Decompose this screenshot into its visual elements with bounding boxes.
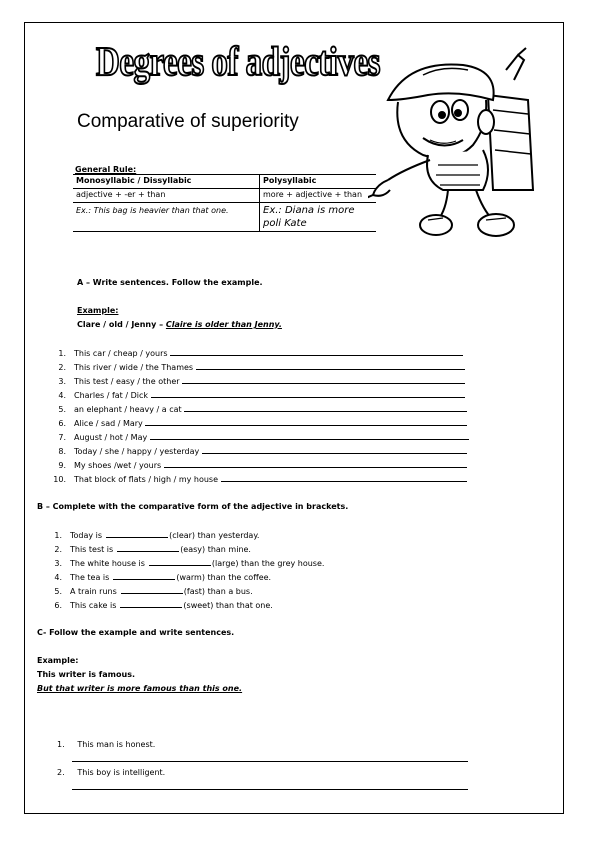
section-a-item-num: 5. (58, 405, 66, 414)
section-c-item-2-text: This boy is intelligent. (77, 768, 166, 777)
section-a-example (77, 320, 282, 329)
rule-col2-header: Polysyllabic (260, 175, 377, 189)
section-a-item-text: My shoes /wet / yours (74, 461, 162, 470)
section-a-example-answer: Claire is older than Jenny. (165, 320, 282, 329)
section-a-item-num: 6. (58, 419, 66, 428)
section-b-item (40, 543, 324, 557)
section-c-answer-line-1[interactable] (72, 761, 468, 762)
rule-col2-rule: more + adjective + than (260, 189, 377, 203)
section-b-item (40, 571, 324, 585)
section-c-answer-line-2[interactable] (72, 789, 468, 790)
section-b-blank[interactable] (121, 585, 183, 594)
section-b-item (40, 529, 324, 543)
section-a-answer-line[interactable] (221, 473, 467, 482)
section-a-item-num: 9. (58, 461, 66, 470)
section-a-item (44, 459, 469, 473)
section-c-item-1-text: This man is honest. (77, 740, 156, 749)
section-a-instruction: A – Write sentences. Follow the example. (77, 278, 263, 287)
section-b-item-after: (large) than the grey house. (211, 559, 325, 568)
section-a-item-num: 1. (58, 349, 66, 358)
section-b-item-before: The white house is (70, 559, 145, 568)
section-c-example-line1: This writer is famous. (37, 670, 135, 679)
section-b-item-before: The tea is (70, 573, 110, 582)
section-a-item-num: 7. (58, 433, 66, 442)
rule-table-header-row (73, 175, 376, 189)
section-a-list (44, 347, 469, 487)
section-b-item-num: 3. (54, 559, 62, 568)
section-a-answer-line[interactable] (151, 389, 465, 398)
rule-col1-rule: adjective + -er + than (73, 189, 260, 203)
section-a-answer-line[interactable] (150, 431, 469, 440)
section-b-item-after: (sweet) than that one. (183, 601, 273, 610)
section-b-item-num: 1. (54, 531, 62, 540)
rule-table-rule-row (73, 189, 376, 203)
section-a-item-text: August / hot / May (74, 433, 148, 442)
cartoon-boy-illustration (368, 40, 558, 240)
section-a-item (44, 347, 469, 361)
section-a-answer-line[interactable] (202, 445, 467, 454)
section-a-item (44, 389, 469, 403)
rule-col1-header: Monosyllabic / Dissyllabic (73, 175, 260, 189)
section-b-item (40, 557, 324, 571)
section-b-item-after: (easy) than mine. (180, 545, 251, 554)
section-b-item-num: 4. (54, 573, 62, 582)
section-b-list (40, 529, 324, 613)
section-b-blank[interactable] (106, 529, 168, 538)
section-a-item (44, 445, 469, 459)
section-a-item-num: 3. (58, 377, 66, 386)
general-rule-label: General Rule: (75, 165, 137, 174)
section-a-item-text: This car / cheap / yours (74, 349, 168, 358)
section-a-item-text: an elephant / heavy / a cat (74, 405, 182, 414)
section-c-example-line2: But that writer is more famous than this one. (37, 684, 243, 693)
section-c-item-2 (57, 768, 165, 777)
section-b-blank[interactable] (149, 557, 211, 566)
section-b-item-before: A train runs (70, 587, 117, 596)
section-c-item-1-num: 1. (57, 740, 65, 749)
section-b-blank[interactable] (120, 599, 182, 608)
section-a-answer-line[interactable] (196, 361, 465, 370)
section-a-item-num: 2. (58, 363, 66, 372)
section-a-item (44, 375, 469, 389)
section-c-example-label: Example: (37, 656, 79, 665)
section-b-item-num: 5. (54, 587, 62, 596)
section-a-item (44, 431, 469, 445)
rule-col1-example: Ex.: This bag is heavier than that one. (73, 203, 260, 232)
section-a-example-prompt: Clare / old / Jenny – (77, 320, 164, 329)
section-a-item (44, 473, 469, 487)
section-a-item-text: Today / she / happy / yesterday (74, 447, 200, 456)
section-a-item-text: This test / easy / the other (74, 377, 180, 386)
section-a-answer-line[interactable] (182, 375, 465, 384)
section-a-answer-line[interactable] (170, 347, 463, 356)
section-b-item-after: (clear) than yesterday. (169, 531, 260, 540)
section-a-answer-line[interactable] (145, 417, 467, 426)
section-b-item-before: This test is (70, 545, 114, 554)
rule-col2-example: Ex.: Diana is more poli Kate (260, 203, 377, 232)
worksheet-subtitle: Comparative of superiority (77, 111, 299, 132)
section-a-example-label: Example: (77, 306, 119, 315)
section-b-item-num: 6. (54, 601, 62, 610)
section-a-item-text: This river / wide / the Thames (74, 363, 194, 372)
general-rule-table (73, 174, 376, 232)
section-a-answer-line[interactable] (184, 403, 467, 412)
section-a-item-num: 10. (53, 475, 66, 484)
worksheet-title: Degrees of adjectives (96, 40, 380, 85)
section-b-item-before: This cake is (70, 601, 117, 610)
section-b-blank[interactable] (113, 571, 175, 580)
rule-table-example-row (73, 203, 376, 232)
section-b-item-before: Today is (70, 531, 103, 540)
section-b-item-after: (warm) than the coffee. (176, 573, 272, 582)
section-b-item-num: 2. (54, 545, 62, 554)
section-a-item (44, 403, 469, 417)
section-a-item (44, 361, 469, 375)
section-b-instruction: B – Complete with the comparative form of the adjective in brackets. (37, 502, 349, 511)
section-a-item-num: 4. (58, 391, 66, 400)
section-c-item-2-num: 2. (57, 768, 65, 777)
section-a-item-text: Charles / fat / Dick (74, 391, 148, 400)
section-a-item-num: 8. (58, 447, 66, 456)
section-a-item-text: That block of flats / high / my house (74, 475, 219, 484)
section-b-blank[interactable] (117, 543, 179, 552)
section-b-item (40, 599, 324, 613)
section-b-item-after: (fast) than a bus. (183, 587, 253, 596)
section-c-item-1 (57, 740, 155, 749)
section-a-item (44, 417, 469, 431)
section-b-item (40, 585, 324, 599)
section-a-item-text: Alice / sad / Mary (74, 419, 143, 428)
section-c-instruction: C- Follow the example and write sentences. (37, 628, 235, 637)
section-a-answer-line[interactable] (164, 459, 467, 468)
